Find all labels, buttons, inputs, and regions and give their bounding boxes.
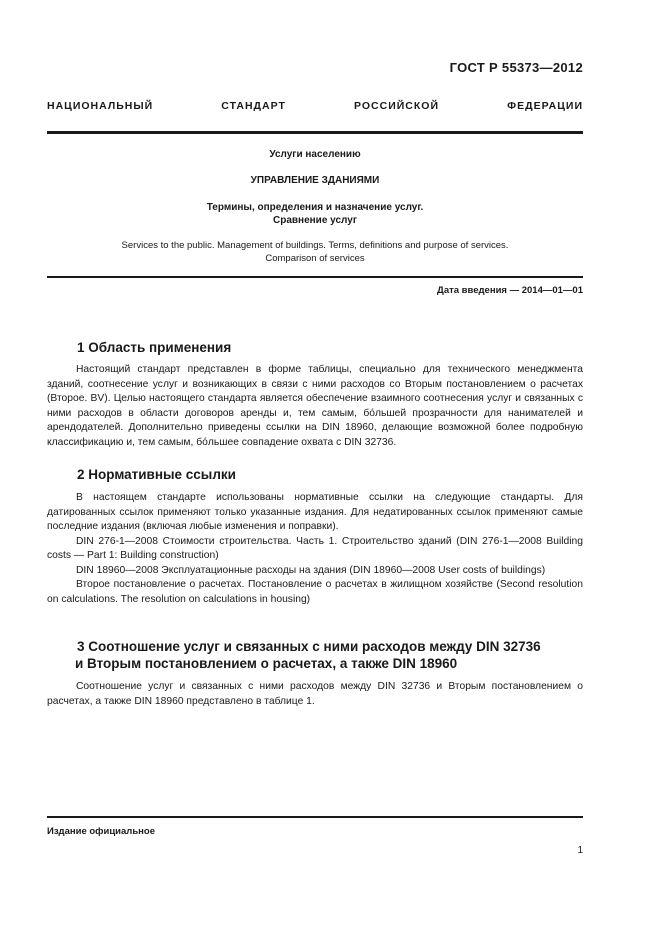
section-2-heading: 2 Нормативные ссылки — [77, 467, 236, 482]
section-1-heading: 1 Область применения — [77, 340, 232, 355]
title-line-2: УПРАВЛЕНИЕ ЗДАНИЯМИ — [250, 175, 380, 186]
title-divider — [47, 276, 583, 278]
page-number: 1 — [577, 845, 583, 856]
section-3-heading-line-1: 3 Соотношение услуг и связанных с ними расходов между DIN 32736 — [77, 639, 541, 654]
section-3-heading-line-2: и Вторым постановлением о расчетах, а также DIN 18960 — [75, 656, 458, 671]
english-title-line-2: Comparison of services — [265, 253, 365, 264]
title-line-1: Услуги населению — [269, 149, 361, 160]
introduction-date: Дата введения — 2014—01—01 — [437, 285, 583, 296]
title-line-3: Термины, определения и назначение услуг. — [206, 202, 424, 213]
national-standard-heading: НАЦИОНАЛЬНЫЙ СТАНДАРТ РОССИЙСКОЙ ФЕДЕРАЦИИ — [47, 100, 583, 112]
section-3-body — [47, 680, 583, 709]
header-divider — [47, 131, 583, 134]
title-line-4: Сравнение услуг — [273, 215, 357, 226]
section-1-paragraph: Настоящий стандарт представлен в форме таблицы, специально для технического менеджмента зданий, соотнесение услуг и возникающих в связи с ними расходов со Вторым постановлением о расчетах (Второе. BV). Целью настоящего стандарта является обеспечение взаимного соотнесения услуг и связанных с ними расходов в области договоров аренды и, тем самым, бóльшей прозрачности для нанимателей и арендодателей. Дополнительно приведены ссылки на DIN 18960, делающие возможной более подробную классификацию и, тем самым, бóльшее совпадение охвата с DIN 32736. — [47, 364, 583, 448]
section-2-paragraph-4: Второе постановление о расчетах. Постановление о расчетах в жилищном хозяйстве (Second resolution on calculations. The resolution on calculations in housing) — [47, 579, 583, 605]
section-2-paragraph-1: В настоящем стандарте использованы нормативные ссылки на следующие стандарты. Для датированных ссылок применяют только указанные издания. Для недатированных ссылок применяют самые последние издания (включая любые изменения и поправки). — [47, 492, 583, 532]
section-2-body — [47, 491, 583, 607]
section-2-paragraph-2: DIN 276-1—2008 Стоимости строительства. Часть 1. Строительство зданий (DIN 276-1—2008 Building costs — Part 1: Building construction) — [47, 535, 583, 561]
edition-label: Издание официальное — [47, 826, 155, 837]
section-1-body — [47, 363, 583, 450]
gost-number: ГОСТ Р 55373—2012 — [449, 60, 583, 75]
footer-divider — [47, 816, 583, 818]
section-3-paragraph: Соотношение услуг и связанных с ними расходов между DIN 32736 и Вторым постановлением о расчетах, а также DIN 18960 представлено в таблице 1. — [47, 681, 583, 707]
english-title-line-1: Services to the public. Management of buildings. Terms, definitions and purpose of services. — [121, 240, 509, 251]
section-2-paragraph-3: DIN 18960—2008 Эксплуатационные расходы на здания (DIN 18960—2008 User costs of buildings) — [76, 564, 546, 576]
